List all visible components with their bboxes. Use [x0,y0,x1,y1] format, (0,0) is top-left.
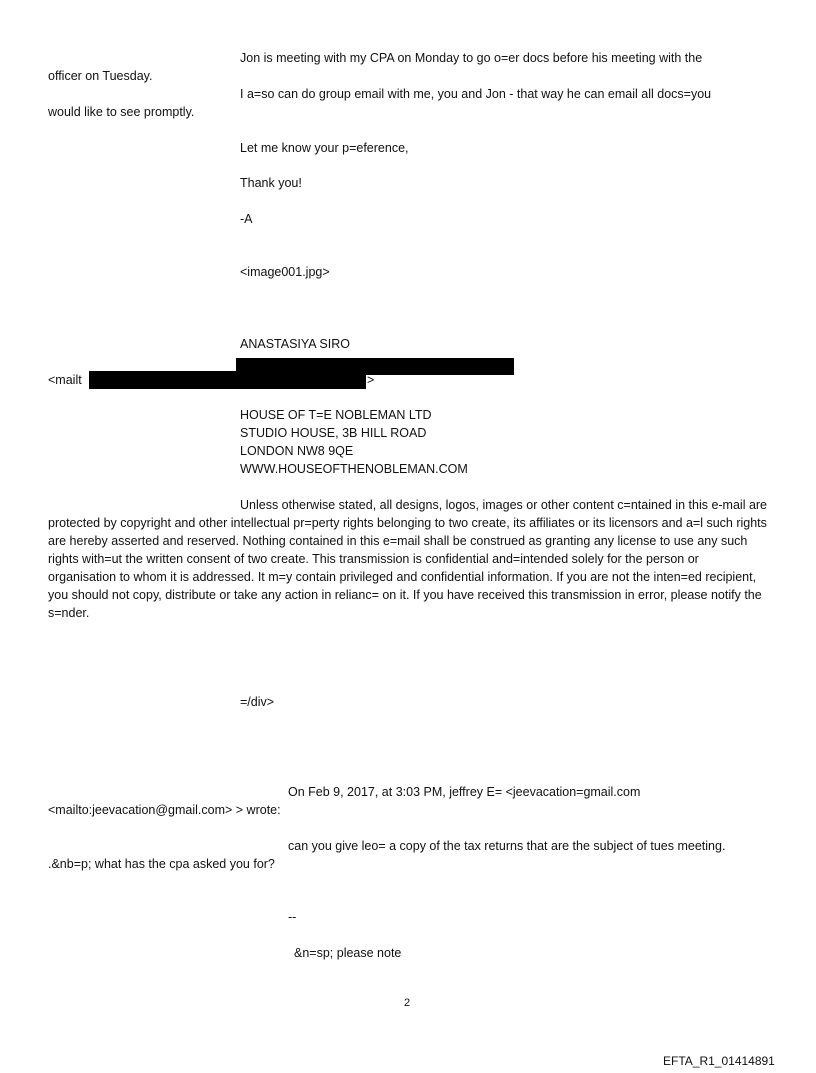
document-id: EFTA_R1_01414891 [663,1054,775,1068]
mailto-prefix: <mailt [48,373,82,387]
signature-name: ANASTASIYA SIRO [240,337,350,351]
email-line: officer on Tuesday. [48,69,153,83]
email-line: Let me know your p=eference, [240,141,409,155]
quote-body: .&nb=p; what has the cpa asked you for? [48,857,275,871]
redaction-bar [89,371,366,389]
quote-body: can you give leo= a copy of the tax returns that are the subject of tues meeting. [288,839,726,853]
disclaimer-paragraph [48,496,768,622]
email-line: would like to see promptly. [48,105,195,119]
quote-header: <mailto:jeevacation@gmail.com> > wrote: [48,803,281,817]
company-name: HOUSE OF T=E NOBLEMAN LTD [240,408,432,422]
mailto-suffix: > [367,373,375,387]
email-line: -A [240,212,253,226]
email-line: I a=so can do group email with me, you and Jon - that way he can email all docs=you [240,87,712,101]
signature-separator: -- [288,910,297,924]
page-number: 2 [404,997,411,1009]
email-line: Jon is meeting with my CPA on Monday to go o=er docs before his meeting with the [240,51,703,65]
please-note: &n=sp; please note [294,946,402,960]
website: WWW.HOUSEOFTHENOBLEMAN.COM [240,462,468,476]
image-reference: <image001.jpg> [240,265,330,279]
address-line: LONDON NW8 9QE [240,444,354,458]
email-line: Thank you! [240,176,302,190]
address-line: STUDIO HOUSE, 3B HILL ROAD [240,426,427,440]
div-close-artifact: =/div> [240,695,275,709]
disclaimer-text: Unless otherwise stated, all designs, logos, images or other content c=ntained in this e-mail are protected by copyright and other intellectual pr=perty rights belonging to two create, its affiliates or its licensors and a=l such rights are hereby asserted and reserved. Nothing contained in this e=mail shall be construed as granting any license to use any such rights with=ut the written consent of two create. This transmission is confidential and=intended solely for the person or organisation to whom it is addressed. It m=y contain privileged and confidential information. If you are not the inten=ed recipient, you should not copy, distribute or take any action in relianc= on it. If you have received this transmission in error, please notify the s=nder. [48,498,768,620]
quote-header: On Feb 9, 2017, at 3:03 PM, jeffrey E= <jeevacation=gmail.com [288,785,641,799]
